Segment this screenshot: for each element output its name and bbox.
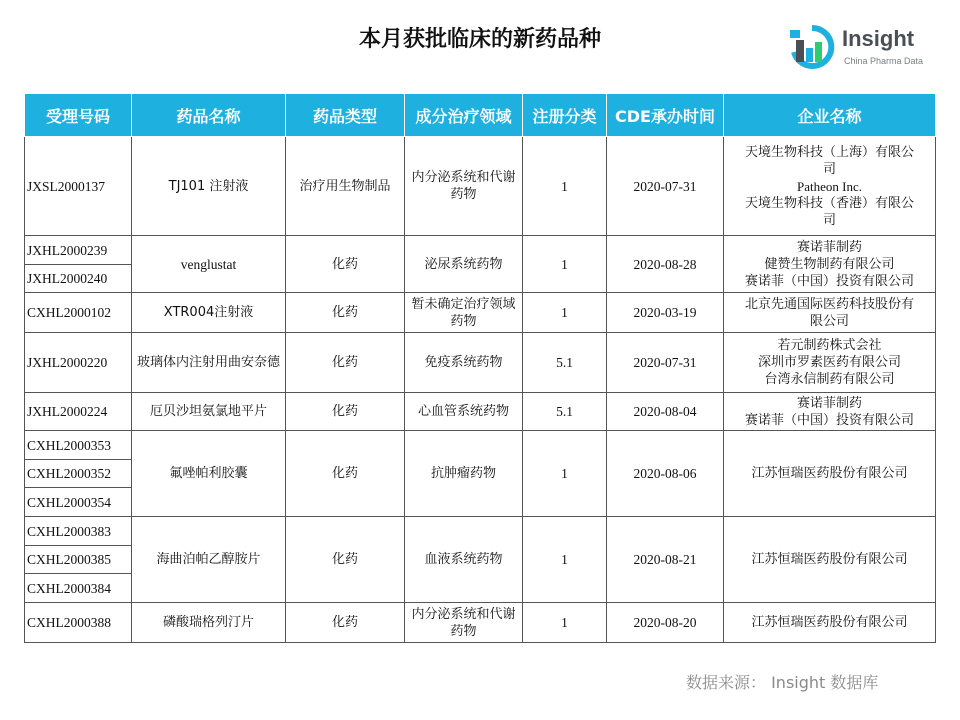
company-name: 江苏恒瑞医药股份有限公司 [751, 466, 908, 481]
reg-class-cell: 1 [523, 603, 607, 643]
table-row [25, 393, 936, 431]
therapy-area-cell: 内分泌系统和代谢药物 [405, 603, 523, 643]
reg-class-cell: 1 [523, 517, 607, 603]
therapy-area-cell: 血液系统药物 [405, 517, 523, 603]
header-accept-no: 受理号码 [25, 94, 132, 137]
insight-logo-icon [786, 22, 838, 72]
accept-number-cell: CXHL2000352 [25, 460, 132, 488]
company-name: 司 [822, 212, 836, 228]
header-reg-class: 注册分类 [523, 94, 607, 137]
therapy-area-cell: 内分泌系统和代谢药物 [405, 137, 523, 236]
cde-date-cell: 2020-07-31 [607, 137, 724, 236]
reg-class-cell: 1 [523, 236, 607, 293]
insight-logo [786, 22, 946, 72]
logo-brand: Insight [842, 26, 915, 51]
drug-type-cell: 化药 [286, 603, 405, 643]
company-cell [724, 603, 936, 643]
cde-date-cell: 2020-03-19 [607, 293, 724, 333]
header-cde-date: CDE承办时间 [607, 94, 724, 137]
table-row [25, 333, 936, 393]
drug-type-cell: 化药 [286, 333, 405, 393]
accept-number-cell: JXHL2000224 [25, 393, 132, 431]
company-cell [724, 293, 936, 333]
therapy-area-cell: 抗肿瘤药物 [405, 431, 523, 517]
accept-number-cell: CXHL2000385 [25, 546, 132, 574]
accept-number-cell: CXHL2000353 [25, 431, 132, 460]
accept-number-cell: JXHL2000240 [25, 265, 132, 293]
company-name: 赛诺菲制药 [796, 395, 862, 411]
reg-class-cell: 1 [523, 431, 607, 517]
cde-date-cell: 2020-08-21 [607, 517, 724, 603]
drug-type-cell: 化药 [286, 517, 405, 603]
table-row [25, 517, 936, 546]
accept-number-cell: JXHL2000220 [25, 333, 132, 393]
drug-type-cell: 化药 [286, 293, 405, 333]
drug-name-cell: 氟唑帕利胶囊 [132, 431, 286, 517]
company-name: 若元制药株式会社 [777, 338, 882, 353]
company-name: 台湾永信制药有限公司 [764, 372, 895, 387]
company-name: 司 [822, 161, 836, 177]
accept-number-cell: CXHL2000354 [25, 488, 132, 517]
cde-date-cell: 2020-08-20 [607, 603, 724, 643]
cde-date-cell: 2020-07-31 [607, 333, 724, 393]
drug-type-cell: 化药 [286, 236, 405, 293]
company-name: 限公司 [809, 313, 849, 329]
table-row [25, 137, 936, 236]
accept-number-cell: JXSL2000137 [25, 137, 132, 236]
cde-date-cell: 2020-08-28 [607, 236, 724, 293]
accept-number-cell: JXHL2000239 [25, 236, 132, 265]
company-name: Patheon Inc. [797, 178, 862, 194]
accept-number-cell: CXHL2000383 [25, 517, 132, 546]
company-name: 天境生物科技（香港）有限公 [744, 195, 914, 211]
header-therapy-area: 成分治疗领域 [405, 94, 523, 137]
company-cell [724, 333, 936, 393]
drug-table [24, 93, 936, 643]
cde-date-cell: 2020-08-06 [607, 431, 724, 517]
company-cell [724, 137, 936, 236]
drug-name-cell: XTR004注射液 [132, 293, 286, 333]
company-name: 深圳市罗素医药有限公司 [757, 355, 901, 370]
drug-name-cell: 玻璃体内注射用曲安奈德 [132, 333, 286, 393]
accept-number-cell: CXHL2000102 [25, 293, 132, 333]
cde-date-cell: 2020-08-04 [607, 393, 724, 431]
table-body [25, 137, 936, 643]
company-cell [724, 393, 936, 431]
accept-number-cell: CXHL2000388 [25, 603, 132, 643]
table-row [25, 431, 936, 460]
company-name: 江苏恒瑞医药股份有限公司 [751, 552, 908, 567]
drug-type-cell: 化药 [286, 393, 405, 431]
company-cell [724, 431, 936, 517]
table-header-row [25, 94, 936, 137]
drug-name-cell: 海曲泊帕乙醇胺片 [132, 517, 286, 603]
reg-class-cell: 5.1 [523, 393, 607, 431]
reg-class-cell: 1 [523, 137, 607, 236]
drug-type-cell: 治疗用生物制品 [286, 137, 405, 236]
reg-class-cell: 5.1 [523, 333, 607, 393]
accept-number-cell: CXHL2000384 [25, 574, 132, 603]
drug-name-cell: venglustat [132, 236, 286, 293]
page-title: 本月获批临床的新药品种 [358, 27, 601, 52]
drug-name-cell: 磷酸瑞格列汀片 [132, 603, 286, 643]
company-name: 江苏恒瑞医药股份有限公司 [751, 615, 908, 630]
table-row [25, 236, 936, 265]
header-company: 企业名称 [724, 94, 936, 137]
drug-type-cell: 化药 [286, 431, 405, 517]
reg-class-cell: 1 [523, 293, 607, 333]
therapy-area-cell: 心血管系统药物 [405, 393, 523, 431]
company-name: 健赞生物制药有限公司 [764, 256, 895, 272]
therapy-area-cell: 免疫系统药物 [405, 333, 523, 393]
table-row [25, 293, 936, 333]
data-source-note: 数据来源： Insight 数据库 [686, 673, 879, 692]
company-cell [724, 517, 936, 603]
company-name: 赛诺菲制药 [796, 239, 862, 255]
company-cell [724, 236, 936, 293]
drug-name-cell: TJ101 注射液 [132, 137, 286, 236]
therapy-area-cell: 暂未确定治疗领域药物 [405, 293, 523, 333]
company-name: 赛诺菲（中国）投资有限公司 [744, 273, 914, 289]
company-name: 天境生物科技（上海）有限公 [744, 144, 914, 160]
table-row [25, 603, 936, 643]
drug-name-cell: 厄贝沙坦氨氯地平片 [132, 393, 286, 431]
header-drug-type: 药品类型 [286, 94, 405, 137]
header-drug-name: 药品名称 [132, 94, 286, 137]
logo-tagline: China Pharma Data [844, 56, 924, 66]
therapy-area-cell: 泌尿系统药物 [405, 236, 523, 293]
company-name: 赛诺菲（中国）投资有限公司 [744, 412, 914, 428]
company-name: 北京先通国际医药科技股份有 [744, 296, 914, 312]
